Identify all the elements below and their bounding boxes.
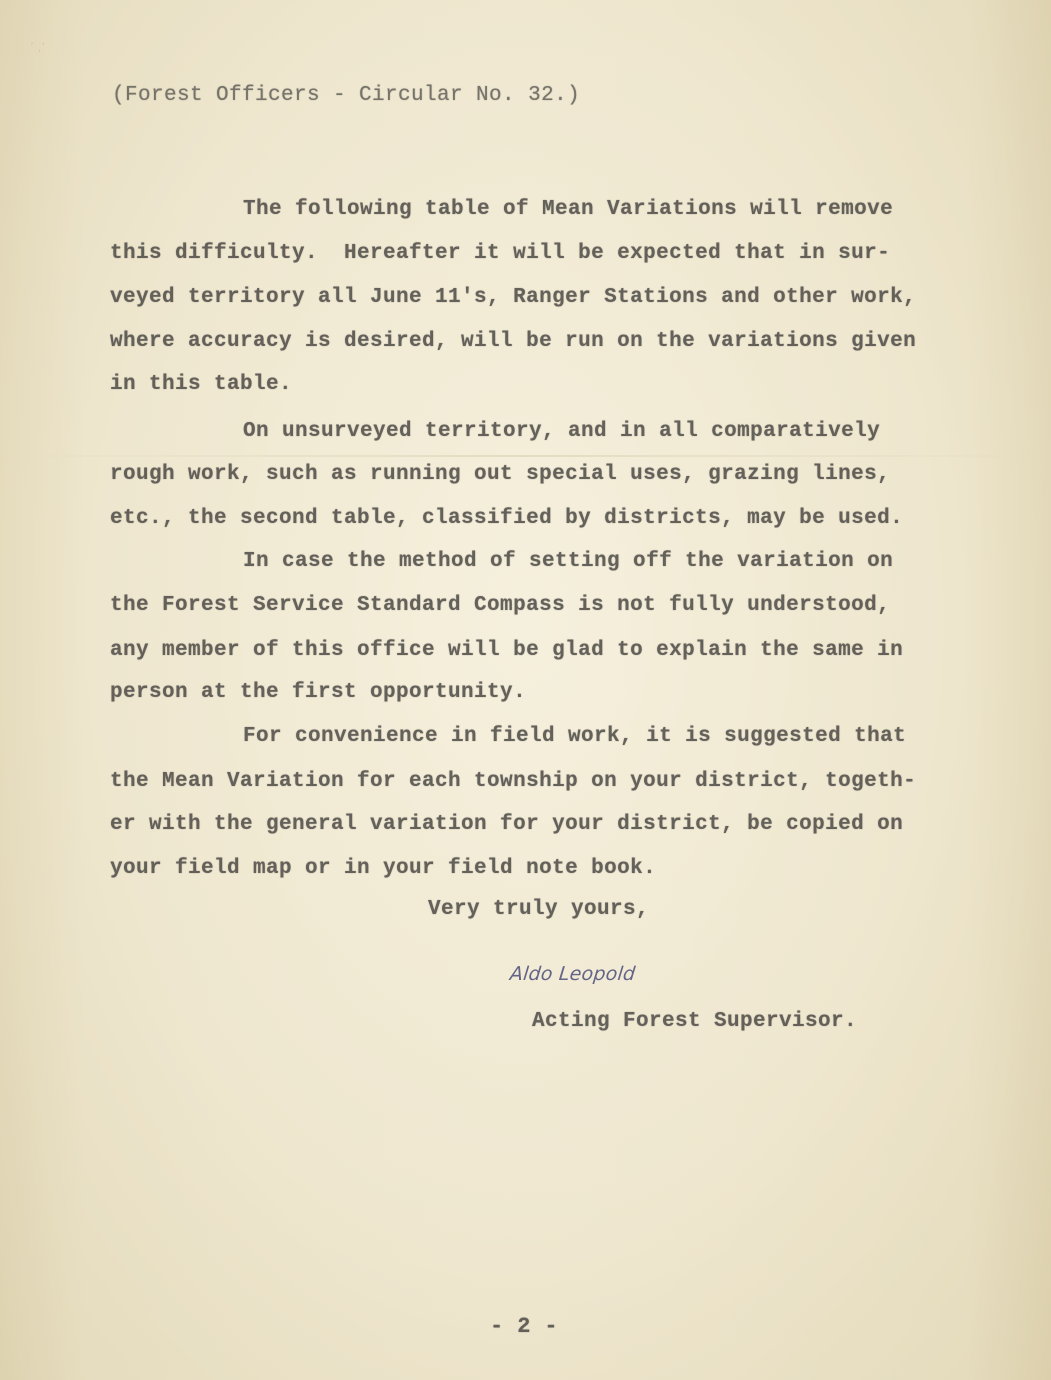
paragraph-2-line-1: On unsurveyed territory, and in all comparatively bbox=[243, 420, 881, 443]
paragraph-4-line-3: er with the general variation for your district, be copied on bbox=[110, 813, 904, 836]
paragraph-1-line-4: where accuracy is desired, will be run on the variations given bbox=[110, 330, 917, 353]
signer-title: Acting Forest Supervisor. bbox=[532, 1010, 858, 1033]
paragraph-1-line-5: in this table. bbox=[110, 373, 293, 396]
closing-salutation: Very truly yours, bbox=[428, 898, 650, 921]
paragraph-1-line-3: veyed territory all June 11's, Ranger Stations and other work, bbox=[110, 286, 917, 309]
paragraph-3-line-2: the Forest Service Standard Compass is not fully understood, bbox=[110, 594, 891, 617]
circular-header: (Forest Officers - Circular No. 32.) bbox=[112, 84, 581, 107]
paragraph-4-line-1: For convenience in field work, it is suggested that bbox=[243, 725, 907, 748]
paragraph-3-line-4: person at the first opportunity. bbox=[110, 681, 527, 704]
paragraph-2-line-2: rough work, such as running out special uses, grazing lines, bbox=[110, 463, 891, 486]
paragraph-3-line-1: In case the method of setting off the variation on bbox=[243, 550, 894, 573]
paragraph-4-line-2: the Mean Variation for each township on your district, togeth- bbox=[110, 770, 917, 793]
paragraph-3-line-3: any member of this office will be glad to explain the same in bbox=[110, 639, 904, 662]
paragraph-1-line-1: The following table of Mean Variations will remove bbox=[243, 198, 894, 221]
signature: Aldo Leopold bbox=[508, 963, 637, 985]
paragraph-4-line-4: your field map or in your field note book. bbox=[110, 857, 657, 880]
paragraph-2-line-3: etc., the second table, classified by districts, may be used. bbox=[110, 507, 904, 530]
pencil-mark: ’ ,‘ bbox=[30, 40, 46, 54]
paragraph-1-line-2: this difficulty. Hereafter it will be expected that in sur- bbox=[110, 242, 891, 265]
paper-fold bbox=[0, 455, 1051, 457]
page-number: - 2 - bbox=[490, 1314, 559, 1339]
